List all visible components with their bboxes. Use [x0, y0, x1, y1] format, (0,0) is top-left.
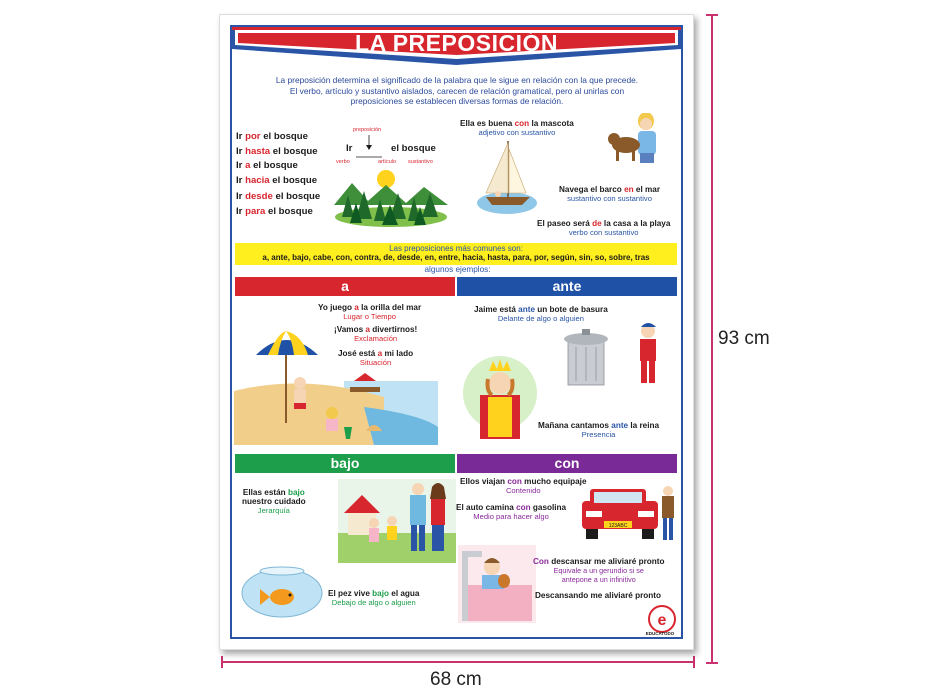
poster	[219, 14, 694, 650]
section-ante-header: ante	[457, 277, 677, 296]
width-label: 68 cm	[430, 669, 482, 690]
algunos-ejemplos: algunos ejemplos:	[424, 265, 491, 274]
diagram-verbo: verbo	[336, 159, 350, 165]
height-dimension-cap-bottom	[706, 662, 718, 664]
width-dimension-cap-right	[693, 656, 695, 668]
svg-text:e: e	[657, 612, 667, 629]
width-dimension-line	[222, 661, 694, 663]
diagram-blank	[356, 135, 386, 159]
width-dimension-cap-left	[221, 656, 223, 668]
ir-example: Ir hacia el bosque	[236, 174, 318, 186]
common-heading: Las preposiciones más comunes son:	[389, 244, 523, 253]
intro-line: La preposición determina el significado de la palabra que le sigue en relación con la que precede.	[275, 75, 639, 85]
educatodo-logo	[648, 605, 676, 633]
ir-examples-list	[236, 131, 320, 221]
diagram-preposicion-label: preposición	[353, 127, 382, 133]
example-mascota: Ella es buena con la mascota adjetivo con sustantivo	[460, 119, 574, 137]
example-a-jose: José está a mi lado Situación	[338, 349, 414, 367]
sailboat-illustration	[476, 139, 538, 215]
example-barco: Navega el barco en el mar sustantivo con sustantivo	[559, 185, 661, 203]
beach-illustration	[234, 327, 438, 451]
height-label: 93 cm	[718, 328, 770, 349]
title-banner	[232, 27, 681, 71]
intro-line: El verbo, artículo y sustantivo aislados, carecen de relación gramatical, pero al unirlas con	[289, 85, 625, 96]
diagram-bosque: el bosque	[391, 143, 436, 154]
section-con-header: con	[457, 454, 677, 473]
girl-with-dog-illustration	[606, 113, 670, 167]
queen-illustration	[462, 345, 540, 441]
car-plate-text: 123ABC	[608, 523, 628, 529]
logo-text: EDUCATODO	[645, 631, 675, 636]
diagram-ir: Ir	[346, 143, 353, 154]
ir-example: Ir hasta el bosque	[236, 145, 318, 157]
example-con-descansar: Con descansar me aliviaré pronto Equivale a un gerundio si se antepone a un infinitivo	[533, 557, 665, 584]
example-bajo-cuidado: Ellas están bajo nuestro cuidado Jerarquía	[242, 488, 306, 515]
section-bajo-header: bajo	[235, 454, 455, 473]
ir-example: Ir a el bosque	[236, 160, 298, 172]
example-paseo: El paseo será de la casa a la playa verbo con sustantivo	[537, 219, 671, 237]
intro-text	[242, 75, 672, 107]
example-ante-reina: Mañana cantamos ante la reina Presencia	[538, 421, 660, 439]
example-descansando: Descansando me aliviaré pronto	[535, 591, 662, 600]
example-ante-bote: Jaime está ante un bote de basura Delante de algo o alguien	[474, 305, 608, 323]
example-con-gasolina: El auto camina con gasolina Medio para hacer algo	[456, 503, 567, 521]
ir-example: Ir por el bosque	[236, 131, 308, 142]
common-list: a, ante, bajo, cabe, con, contra, de, desde, en, entre, hacia, hasta, para, por, según, sin, so, sobre, tras	[262, 253, 650, 262]
sick-child-illustration	[458, 545, 536, 623]
forest-illustration	[334, 165, 448, 227]
example-a-orilla: Yo juego a la orilla del mar Lugar o Tiempo	[318, 303, 422, 321]
intro-line: preposiciones se establecen diversas formas de relación.	[350, 96, 564, 107]
example-a-vamos: ¡Vamos a divertirnos! Exclamación	[334, 325, 418, 343]
diagram-sustantivo: sustantivo	[408, 159, 433, 165]
height-dimension-cap-top	[706, 14, 718, 16]
example-con-equipaje: Ellos viajan con mucho equipaje Contenido	[460, 477, 587, 495]
car-illustration	[580, 481, 676, 545]
height-dimension-line	[711, 14, 713, 664]
common-prepositions-box	[235, 243, 677, 265]
fishbowl-illustration	[240, 559, 324, 619]
section-a-header: a	[235, 277, 455, 296]
ir-example: Ir para el bosque	[236, 205, 313, 217]
ir-example: Ir desde el bosque	[236, 191, 321, 203]
page-title: LA PREPOSICIÓN	[355, 30, 558, 56]
example-bajo-agua: El pez vive bajo el agua Debajo de algo o alguien	[328, 589, 420, 607]
trash-can-boy-illustration	[564, 319, 668, 389]
family-illustration	[338, 473, 456, 563]
diagram-articulo: artículo	[378, 159, 397, 165]
